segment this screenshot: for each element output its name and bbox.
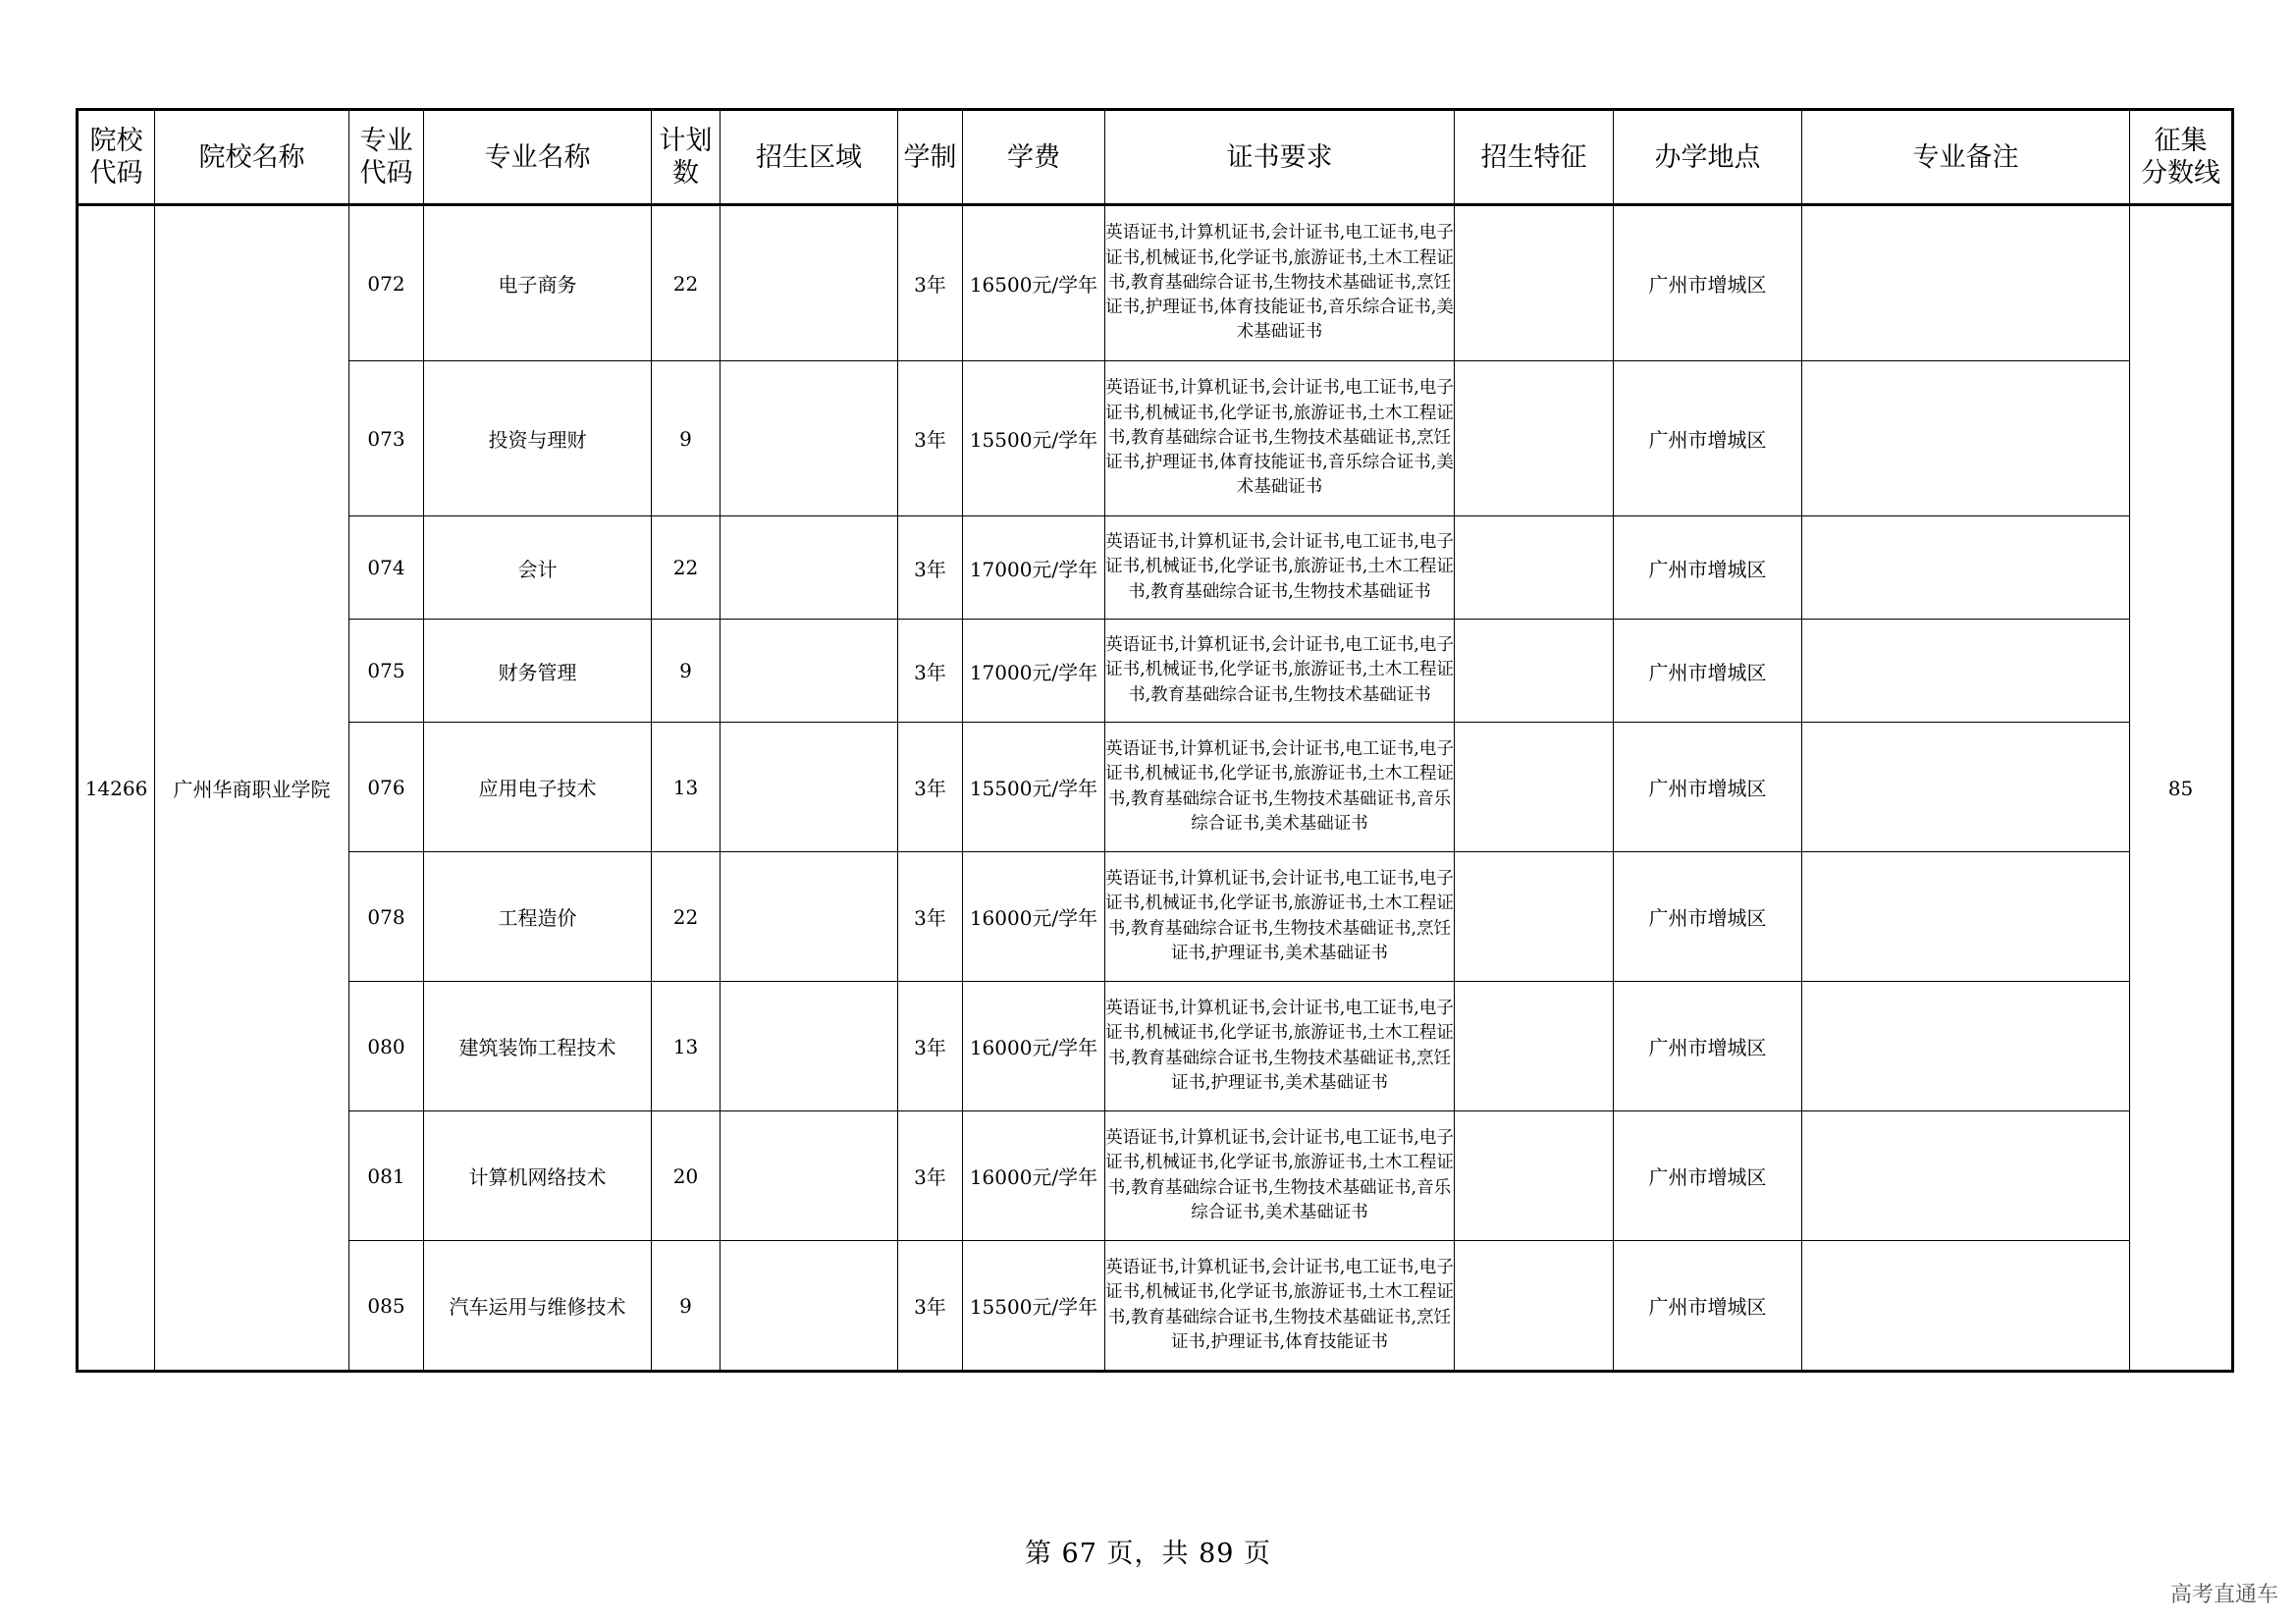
location-cell: 广州市增城区 — [1614, 852, 1802, 982]
major-name-cell: 汽车运用与维修技术 — [424, 1241, 652, 1372]
features-cell — [1455, 1111, 1614, 1241]
plan-count-cell: 22 — [652, 516, 721, 620]
location-cell: 广州市增城区 — [1614, 516, 1802, 620]
major-name-cell: 工程造价 — [424, 852, 652, 982]
region-cell — [721, 516, 898, 620]
notes-cell — [1802, 361, 2130, 516]
major-name-cell: 投资与理财 — [424, 361, 652, 516]
table-row — [78, 205, 2233, 361]
features-cell — [1455, 1241, 1614, 1372]
notes-cell — [1802, 620, 2130, 723]
table-row — [78, 620, 2233, 723]
region-cell — [721, 205, 898, 361]
features-cell — [1455, 852, 1614, 982]
header-row — [78, 110, 2233, 205]
header-duration: 学制 — [898, 110, 963, 205]
major-name-cell: 应用电子技术 — [424, 723, 652, 852]
tuition-cell: 16000元/学年 — [963, 1111, 1105, 1241]
admissions-table — [76, 108, 2234, 1373]
plan-count-cell: 9 — [652, 1241, 721, 1372]
region-cell — [721, 1241, 898, 1372]
features-cell — [1455, 620, 1614, 723]
location-cell: 广州市增城区 — [1614, 1111, 1802, 1241]
table-row — [78, 516, 2233, 620]
major-code-cell: 074 — [349, 516, 424, 620]
major-code-cell: 072 — [349, 205, 424, 361]
plan-count-cell: 22 — [652, 852, 721, 982]
region-cell — [721, 361, 898, 516]
major-code-cell: 080 — [349, 982, 424, 1111]
certificates-cell: 英语证书,计算机证书,会计证书,电工证书,电子证书,机械证书,化学证书,旅游证书,土木工程证书,教育基础综合证书,生物技术基础证书,音乐综合证书,美术基础证书 — [1105, 1111, 1455, 1241]
table-row — [78, 361, 2233, 516]
tuition-cell: 17000元/学年 — [963, 516, 1105, 620]
major-name-cell: 财务管理 — [424, 620, 652, 723]
page-number: 第 67 页，共 89 页 — [1024, 1539, 1272, 1569]
header-plan-count: 计划 数 — [652, 110, 721, 205]
school-name-cell: 广州华商职业学院 — [155, 205, 349, 1372]
region-cell — [721, 1111, 898, 1241]
major-code-cell: 078 — [349, 852, 424, 982]
location-cell: 广州市增城区 — [1614, 723, 1802, 852]
plan-count-cell: 9 — [652, 361, 721, 516]
major-code-cell: 073 — [349, 361, 424, 516]
plan-count-cell: 9 — [652, 620, 721, 723]
plan-count-cell: 13 — [652, 982, 721, 1111]
duration-cell: 3年 — [898, 1111, 963, 1241]
certificates-cell: 英语证书,计算机证书,会计证书,电工证书,电子证书,机械证书,化学证书,旅游证书,土木工程证书,教育基础综合证书,生物技术基础证书,烹饪证书,护理证书,美术基础证书 — [1105, 982, 1455, 1111]
header-certificates: 证书要求 — [1105, 110, 1455, 205]
location-cell: 广州市增城区 — [1614, 361, 1802, 516]
header-tuition: 学费 — [963, 110, 1105, 205]
location-cell: 广州市增城区 — [1614, 982, 1802, 1111]
location-cell: 广州市增城区 — [1614, 1241, 1802, 1372]
features-cell — [1455, 205, 1614, 361]
tuition-cell: 15500元/学年 — [963, 723, 1105, 852]
major-name-cell: 会计 — [424, 516, 652, 620]
notes-cell — [1802, 1111, 2130, 1241]
region-cell — [721, 852, 898, 982]
header-notes: 专业备注 — [1802, 110, 2130, 205]
table-row — [78, 1111, 2233, 1241]
cutoff-cell: 85 — [2130, 205, 2233, 1372]
features-cell — [1455, 723, 1614, 852]
duration-cell: 3年 — [898, 516, 963, 620]
major-name-cell: 电子商务 — [424, 205, 652, 361]
major-code-cell: 075 — [349, 620, 424, 723]
header-location: 办学地点 — [1614, 110, 1802, 205]
duration-cell: 3年 — [898, 982, 963, 1111]
region-cell — [721, 723, 898, 852]
header-school-code: 院校 代码 — [78, 110, 155, 205]
tuition-cell: 16500元/学年 — [963, 205, 1105, 361]
school-code-cell: 14266 — [78, 205, 155, 1372]
notes-cell — [1802, 852, 2130, 982]
notes-cell — [1802, 516, 2130, 620]
table-row — [78, 982, 2233, 1111]
duration-cell: 3年 — [898, 205, 963, 361]
header-cutoff: 征集 分数线 — [2130, 110, 2233, 205]
features-cell — [1455, 516, 1614, 620]
plan-count-cell: 13 — [652, 723, 721, 852]
duration-cell: 3年 — [898, 361, 963, 516]
major-code-cell: 085 — [349, 1241, 424, 1372]
region-cell — [721, 982, 898, 1111]
watermark-text: 高考直通车 — [2169, 1583, 2278, 1607]
features-cell — [1455, 982, 1614, 1111]
table-row — [78, 723, 2233, 852]
certificates-cell: 英语证书,计算机证书,会计证书,电工证书,电子证书,机械证书,化学证书,旅游证书,土木工程证书,教育基础综合证书,生物技术基础证书,烹饪证书,护理证书,体育技能证书 — [1105, 1241, 1455, 1372]
major-code-cell: 081 — [349, 1111, 424, 1241]
tuition-cell: 16000元/学年 — [963, 852, 1105, 982]
certificates-cell: 英语证书,计算机证书,会计证书,电工证书,电子证书,机械证书,化学证书,旅游证书,土木工程证书,教育基础综合证书,生物技术基础证书,烹饪证书,护理证书,体育技能证书,音乐综合证书,美术基础证书 — [1105, 361, 1455, 516]
region-cell — [721, 620, 898, 723]
duration-cell: 3年 — [898, 852, 963, 982]
tuition-cell: 15500元/学年 — [963, 1241, 1105, 1372]
tuition-cell: 15500元/学年 — [963, 361, 1105, 516]
features-cell — [1455, 361, 1614, 516]
table-row — [78, 852, 2233, 982]
plan-count-cell: 20 — [652, 1111, 721, 1241]
header-major-code: 专业 代码 — [349, 110, 424, 205]
major-name-cell: 建筑装饰工程技术 — [424, 982, 652, 1111]
certificates-cell: 英语证书,计算机证书,会计证书,电工证书,电子证书,机械证书,化学证书,旅游证书,土木工程证书,教育基础综合证书,生物技术基础证书,音乐综合证书,美术基础证书 — [1105, 723, 1455, 852]
certificates-cell: 英语证书,计算机证书,会计证书,电工证书,电子证书,机械证书,化学证书,旅游证书,土木工程证书,教育基础综合证书,生物技术基础证书,烹饪证书,护理证书,美术基础证书 — [1105, 852, 1455, 982]
plan-count-cell: 22 — [652, 205, 721, 361]
notes-cell — [1802, 982, 2130, 1111]
major-code-cell: 076 — [349, 723, 424, 852]
certificates-cell: 英语证书,计算机证书,会计证书,电工证书,电子证书,机械证书,化学证书,旅游证书,土木工程证书,教育基础综合证书,生物技术基础证书,烹饪证书,护理证书,体育技能证书,音乐综合证书,美术基础证书 — [1105, 205, 1455, 361]
notes-cell — [1802, 723, 2130, 852]
certificates-cell: 英语证书,计算机证书,会计证书,电工证书,电子证书,机械证书,化学证书,旅游证书,土木工程证书,教育基础综合证书,生物技术基础证书 — [1105, 516, 1455, 620]
major-name-cell: 计算机网络技术 — [424, 1111, 652, 1241]
tuition-cell: 17000元/学年 — [963, 620, 1105, 723]
header-features: 招生特征 — [1455, 110, 1614, 205]
notes-cell — [1802, 1241, 2130, 1372]
tuition-cell: 16000元/学年 — [963, 982, 1105, 1111]
duration-cell: 3年 — [898, 620, 963, 723]
location-cell: 广州市增城区 — [1614, 205, 1802, 361]
location-cell: 广州市增城区 — [1614, 620, 1802, 723]
header-school-name: 院校名称 — [155, 110, 349, 205]
notes-cell — [1802, 205, 2130, 361]
duration-cell: 3年 — [898, 1241, 963, 1372]
certificates-cell: 英语证书,计算机证书,会计证书,电工证书,电子证书,机械证书,化学证书,旅游证书,土木工程证书,教育基础综合证书,生物技术基础证书 — [1105, 620, 1455, 723]
header-major-name: 专业名称 — [424, 110, 652, 205]
table-row — [78, 1241, 2233, 1372]
duration-cell: 3年 — [898, 723, 963, 852]
header-region: 招生区域 — [721, 110, 898, 205]
